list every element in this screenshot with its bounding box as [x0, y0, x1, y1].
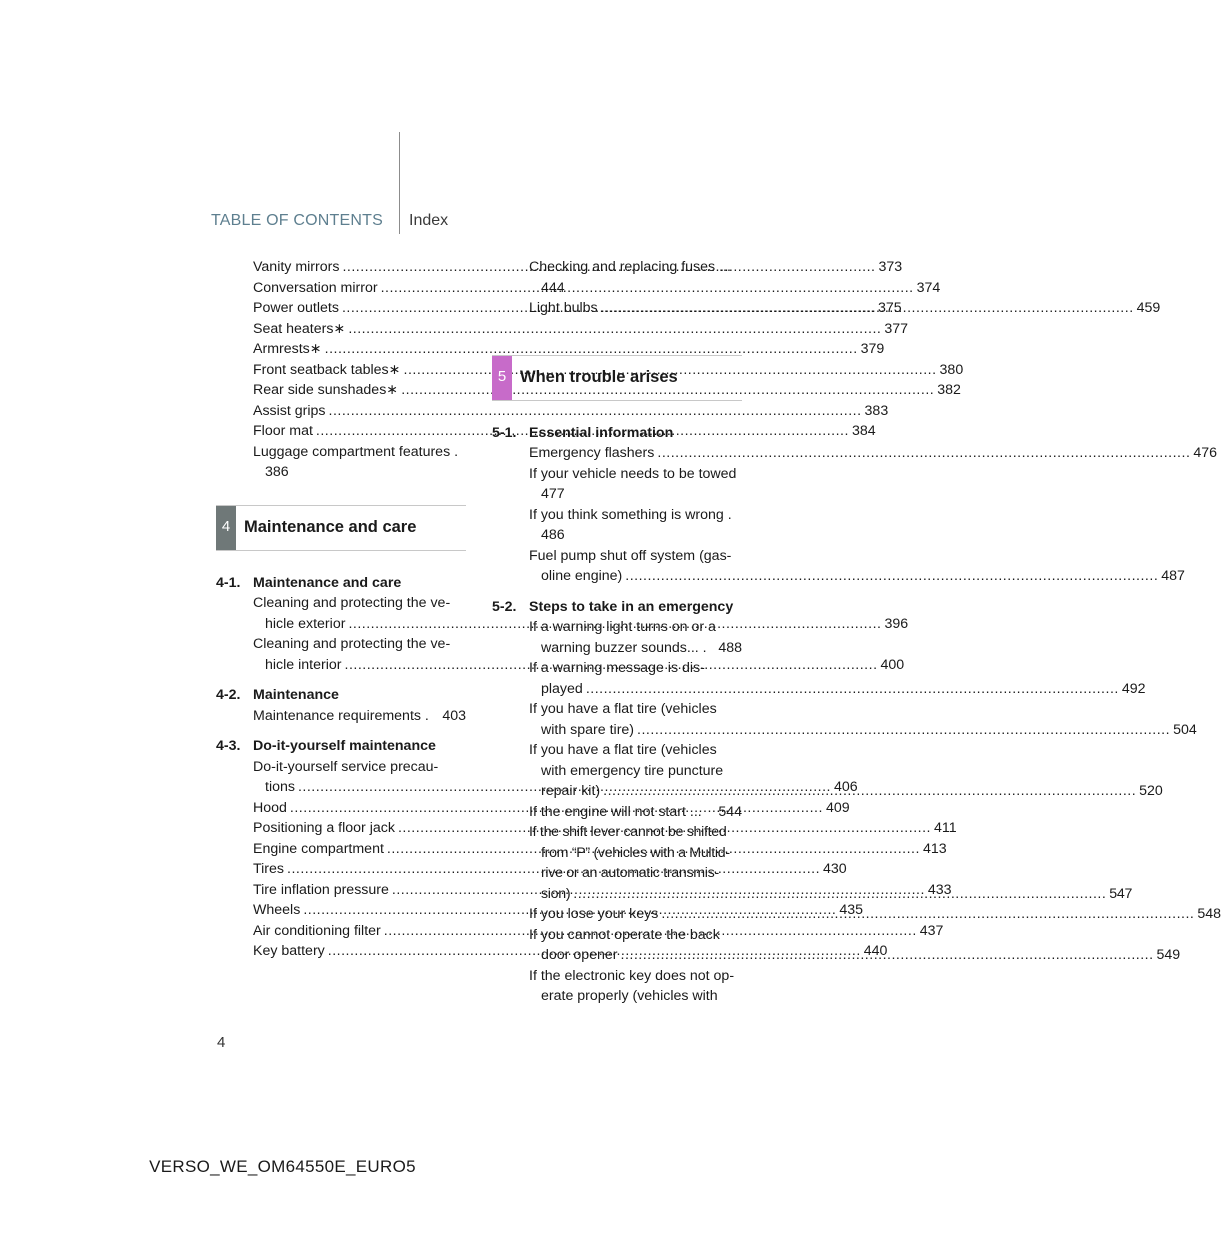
subsection-4-3: 4-3. Do-it-yourself maintenance — [216, 738, 436, 754]
toc-entry-warning-message[interactable]: If a warning message is dis- played ..... 492 — [492, 658, 742, 699]
section-number-tab: 5 — [492, 356, 512, 400]
toc-entry-fuel-pump[interactable]: Fuel pump shut off system (gas- oline engine) ..... 487 — [492, 546, 742, 587]
toc-entry-warning-light[interactable]: If a warning light turns on or a warning buzzer sounds... . 488 — [529, 619, 742, 656]
subsection-4-1: 4-1. Maintenance and care — [216, 574, 402, 591]
toc-entry-tire-inflation[interactable]: Tire inflation pressure ..... 433 — [216, 880, 466, 901]
toc-entry-back-door[interactable]: If you cannot operate the back door opener ..... 549 — [492, 925, 742, 966]
section-title: Maintenance and care — [244, 518, 417, 537]
toc-entry-lose-keys[interactable]: If you lose your keys ..... 548 — [492, 904, 742, 925]
toc-entry-maintenance-requirements[interactable]: Maintenance requirements . 403 — [253, 707, 466, 724]
toc-entry-electronic-key[interactable]: If the electronic key does not op- erate properly (vehicles with — [529, 967, 735, 1004]
document-code: VERSO_WE_OM64550E_EURO5 — [149, 1157, 416, 1176]
subsection-5-2: 5-2. Steps to take in an emergency — [492, 598, 734, 615]
page-number: 4 — [217, 1034, 226, 1051]
toc-entry-floor-mat[interactable]: Floor mat ..... 384 — [216, 421, 466, 442]
section-header-4[interactable] — [216, 505, 466, 551]
toc-entry-something-wrong[interactable]: If you think something is wrong . 486 — [529, 506, 732, 543]
toc-entry-power-outlets[interactable]: Power outlets ..... 375 — [216, 298, 466, 319]
toc-entry-armrests[interactable]: Armrests∗ ..... 379 — [216, 339, 466, 360]
section-number-tab: 4 — [216, 506, 236, 550]
toc-entry-conversation-mirror[interactable]: Conversation mirror ..... 374 — [216, 278, 466, 299]
section-header-5[interactable] — [492, 355, 742, 401]
toc-entry-flat-tire-spare[interactable]: If you have a flat tire (vehicles with spare tire) ..... 504 — [492, 699, 742, 740]
toc-entry-cleaning-exterior[interactable]: Cleaning and protecting the ve- hicle exterior ..... 396 — [216, 593, 466, 634]
toc-entry-floor-jack[interactable]: Positioning a floor jack ..... 411 — [216, 818, 466, 839]
toc-entry-rear-side-sunshades[interactable]: Rear side sunshades∗ ..... 382 — [216, 380, 466, 401]
toc-entry-cleaning-interior[interactable]: Cleaning and protecting the ve- hicle interior ..... 400 — [216, 634, 466, 675]
toc-entry-front-seatback-tables[interactable]: Front seatback tables∗ ..... 380 — [216, 360, 466, 381]
toc-entry-key-battery[interactable]: Key battery ..... 440 — [216, 941, 466, 962]
table-of-contents-link[interactable]: TABLE OF CONTENTS — [210, 212, 383, 229]
subsection-4-2: 4-2. Maintenance — [216, 687, 339, 703]
toc-entry-wheels[interactable]: Wheels ..... 435 — [216, 900, 466, 921]
toc-entry-luggage-compartment[interactable]: Luggage compartment features . 386 — [253, 443, 459, 480]
toc-entry-assist-grips[interactable]: Assist grips ..... 383 — [216, 401, 466, 422]
index-link[interactable]: Index — [409, 212, 449, 229]
toc-entry-towed[interactable]: If your vehicle needs to be towed 477 — [529, 465, 737, 502]
subsection-5-1: 5-1. Essential information — [492, 424, 674, 441]
toc-entry-tires[interactable]: Tires ..... 430 — [216, 859, 466, 880]
toc-entry-seat-heaters[interactable]: Seat heaters∗ ..... 377 — [216, 319, 466, 340]
toc-entry-fuses[interactable]: Checking and replacing fuses ... 444 — [529, 259, 731, 296]
toc-entry-diy-precautions[interactable]: Do-it-yourself service precau- tions ..... 406 — [216, 757, 466, 798]
toc-entry-air-filter[interactable]: Air conditioning filter ..... 437 — [216, 921, 466, 942]
toc-entry-engine-not-start[interactable]: If the engine will not start ... 544 — [529, 803, 742, 820]
toc-entry-engine-compartment[interactable]: Engine compartment ..... 413 — [216, 839, 466, 860]
toc-entry-light-bulbs[interactable]: Light bulbs ..... 459 — [492, 298, 742, 319]
toc-entry-vanity-mirrors[interactable]: Vanity mirrors ..... 373 — [216, 257, 466, 278]
toc-entry-flat-tire-kit[interactable]: If you have a flat tire (vehicles with emergency tire puncture repair kit) ..... 520 — [492, 740, 742, 802]
toc-entry-shift-lever[interactable]: If the shift lever cannot be shifted from “P” (vehicles with a Multid- rive or an automatic transmis- sion) ..... 547 — [492, 822, 742, 904]
toc-entry-emergency-flashers[interactable]: Emergency flashers ..... 476 — [492, 443, 742, 464]
header-divider — [399, 132, 400, 234]
section-title: When trouble arises — [520, 368, 678, 387]
toc-entry-hood[interactable]: Hood ..... 409 — [216, 798, 466, 819]
